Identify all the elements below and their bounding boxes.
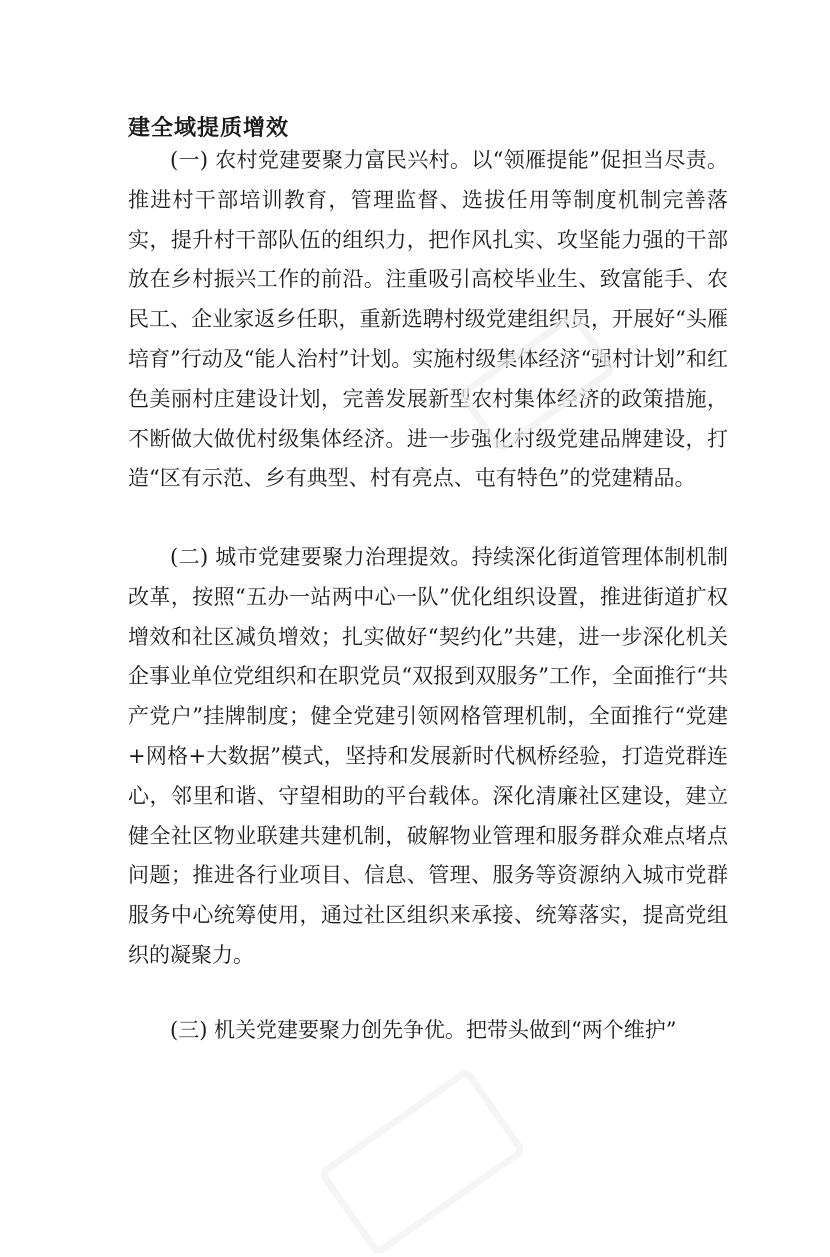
- watermark-logo: [317, 1067, 527, 1257]
- paragraph-urban-party-building: (二) 城市党建要聚力治理提效。持续深化街道管理体制机制改革，按照“五办一站两中心一队”优化组织设置，推进街道扩权增效和社区减负增效；扎实做好“契约化”共建，进一步深化机关企事业单位党组织和在职党员“双报到双服务”工作，全面推行“共产党户”挂牌制度；健全党建引领网格管理机制，全面推行“党建+网格+大数据”模式，坚持和发展新时代枫桥经验，打造党群连心，邻里和谐、守望相助的平台载体。深化清廉社区建设，建立健全社区物业联建共建机制，破解物业管理和服务群众难点堵点问题；推进各行业项目、信息、管理、服务等资源纳入城市党群服务中心统筹使用，通过社区组织来承接、统筹落实，提高党组织的凝聚力。: [128, 545, 728, 967]
- section-heading: 建全域提质增效: [128, 116, 290, 141]
- paragraph-agency-party-building: (三) 机关党建要聚力创先争优。把带头做到“两个维护”: [170, 1018, 677, 1042]
- paragraph-rural-party-building: (一) 农村党建要聚力富民兴村。以“领雁提能”促担当尽责。推进村干部培训教育，管理监督、选拔任用等制度机制完善落实，提升村干部队伍的组织力，把作风扎实、攻坚能力强的干部放在乡村振兴工作的前沿。注重吸引高校毕业生、致富能手、农民工、企业家返乡任职，重新选聘村级党建组织员，开展好“头雁培育”行动及“能人治村”计划。实施村级集体经济“强村计划”和红色美丽村庄建设计划，完善发展新型农村集体经济的政策措施，不断做大做优村级集体经济。进一步强化村级党建品牌建设，打造“区有示范、乡有典型、村有亮点、屯有特色”的党建精品。: [128, 148, 728, 491]
